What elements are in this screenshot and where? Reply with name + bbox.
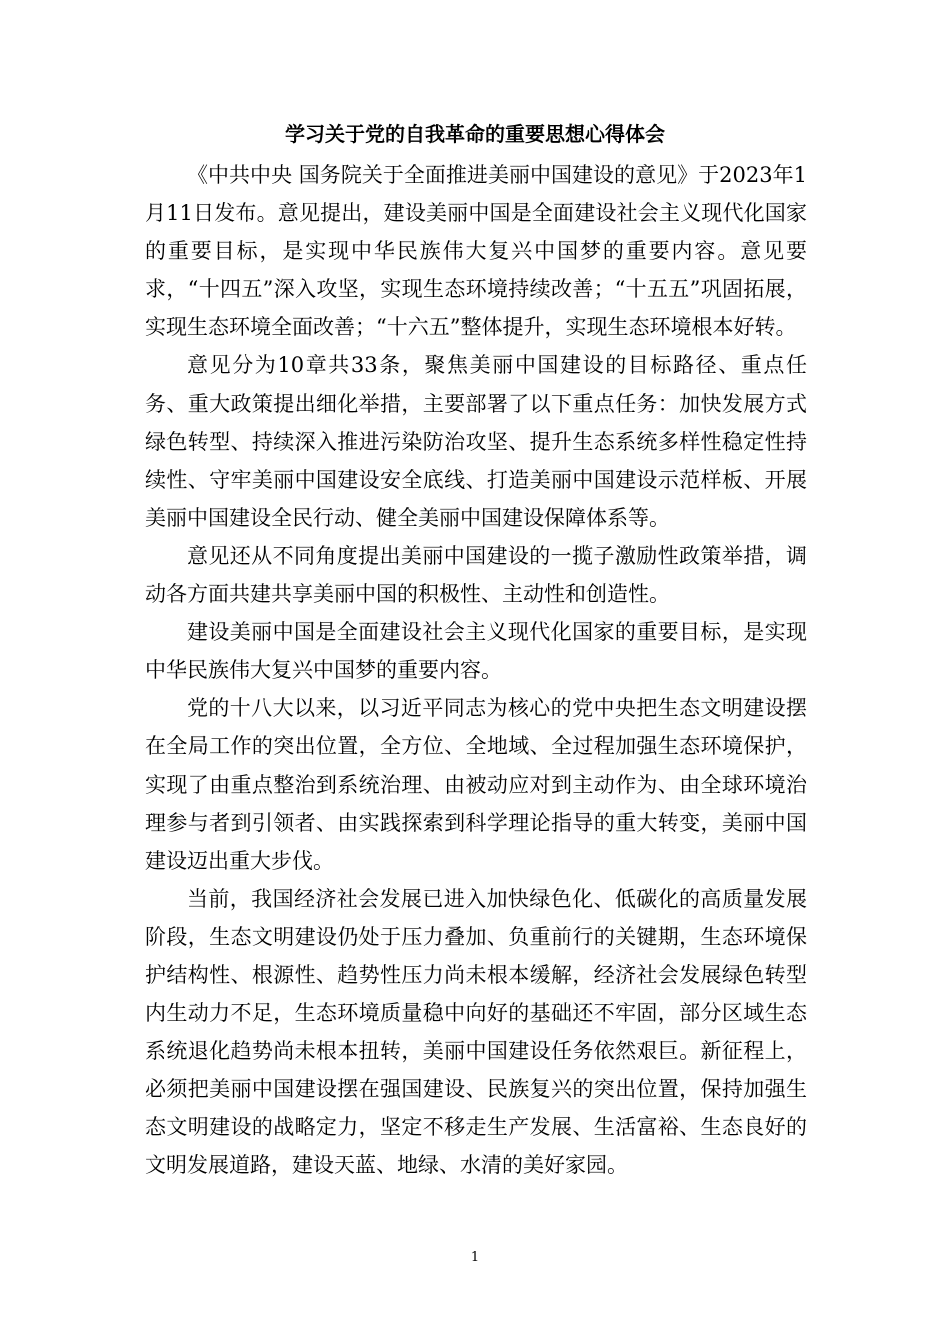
document-title: 学习关于党的自我革命的重要思想心得体会 [285,122,665,146]
paragraph: 建设美丽中国是全面建设社会主义现代化国家的重要目标，是实现中华民族伟大复兴中国梦的重要内容。 [145,620,807,683]
paragraph: 当前，我国经济社会发展已进入加快绿色化、低碳化的高质量发展阶段，生态文明建设仍处于压力叠加、负重前行的关键期，生态环境保护结构性、根源性、趋势性压力尚未根本缓解，经济社会发展绿色转型内生动力不足，生态环境质量稳中向好的基础还不牢固，部分区域生态系统退化趋势尚未根本扭转，美丽中国建设任务依然艰巨。新征程上，必须把美丽中国建设摆在强国建设、民族复兴的突出位置，保持加强生态文明建设的战略定力，坚定不移走生产发展、生活富裕、生态良好的文明发展道路，建设天蓝、地绿、水清的美好家园。 [145,886,807,1178]
paragraph: 《中共中央 国务院关于全面推进美丽中国建设的意见》于2023年1月11日发布。意见提出，建设美丽中国是全面建设社会主义现代化国家的重要目标，是实现中华民族伟大复兴中国梦的重要内容。意见要求，“十四五”深入攻坚，实现生态环境持续改善；“十五五”巩固拓展，实现生态环境全面改善；“十六五”整体提升，实现生态环境根本好转。 [145,163,807,340]
paragraph: 党的十八大以来，以习近平同志为核心的党中央把生态文明建设摆在全局工作的突出位置，全方位、全地域、全过程加强生态环境保护，实现了由重点整治到系统治理、由被动应对到主动作为、由全球环境治理参与者到引领者、由实践探索到科学理论指导的重大转变，美丽中国建设迈出重大步伐。 [145,696,807,873]
paragraph: 意见还从不同角度提出美丽中国建设的一揽子激励性政策举措，调动各方面共建共享美丽中国的积极性、主动性和创造性。 [145,543,807,607]
paragraph: 意见分为10章共33条，聚焦美丽中国建设的目标路径、重点任务、重大政策提出细化举措，主要部署了以下重点任务：加快发展方式绿色转型、持续深入推进污染防治攻坚、提升生态系统多样性稳定性持续性、守牢美丽中国建设安全底线、打造美丽中国建设示范样板、开展美丽中国建设全民行动、健全美丽中国建设保障体系等。 [145,353,807,530]
page-number: 1 [470,1250,480,1265]
document-body [145,156,807,1185]
